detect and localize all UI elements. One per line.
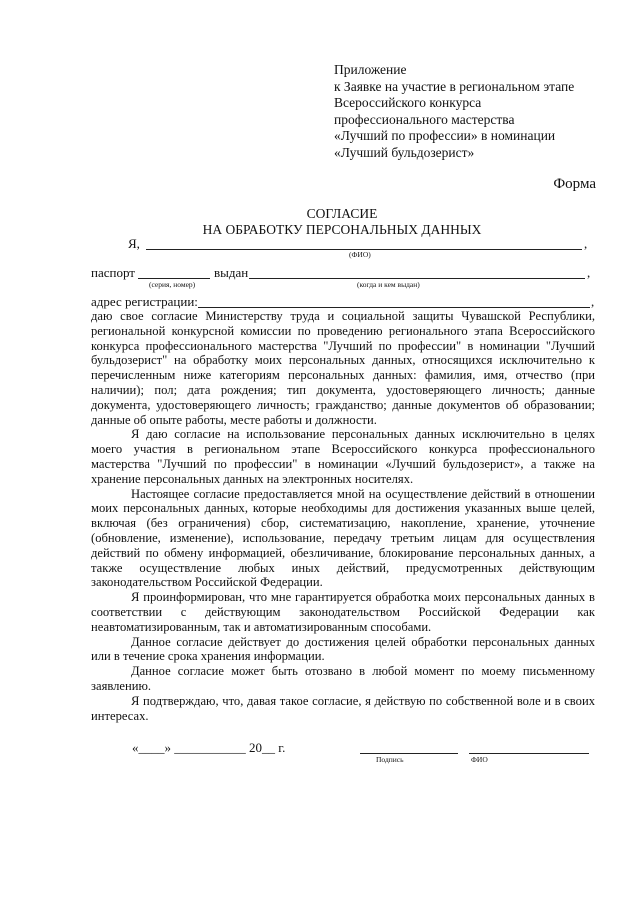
appendix-line: Приложение bbox=[334, 62, 407, 77]
form-label: Форма bbox=[553, 176, 596, 192]
signature-hint: Подпись bbox=[376, 755, 404, 764]
consent-paragraph: Я даю согласие на использование персональных данных исключительно в целях моего участия в региональном этапе Всероссийского конкурса профессионального мастерства "Лучший по профессии" в номинации «Лучший бульдозерист», а также на хранение персональных данных на электронных носителях. bbox=[91, 427, 595, 486]
date-field[interactable]: «____» ___________ 20__ г. bbox=[132, 740, 286, 755]
consent-paragraph: даю свое согласие Министерству труда и социальной защиты Чувашской Республики, региональной конкурсной комиссии по проведению регионального этапа Всероссийского конкурса профессионального мастерства "Лучший по профессии" в номинации "Лучший бульдозерист" на обработку моих персональных данных, относящихся исключительно к перечисленным ниже категориям персональных данных: фамилия, имя, отчество (при наличии); пол; дата рождения; тип документа, удостоверяющего личность; данные документа, удостоверяющего личность; гражданство; данные документов об образовании; данные об опыте работы, месте работы и должности. bbox=[91, 309, 595, 427]
consent-paragraph: Я проинформирован, что мне гарантируется обработка моих персональных данных в соответствии с действующим законодательством Российской Федерации как неавтоматизированным, так и автоматизированным способами. bbox=[91, 590, 595, 634]
consent-paragraph: Данное согласие действует до достижения целей обработки персональных данных или в течение срока хранения информации. bbox=[91, 634, 595, 664]
appendix-line: профессионального мастерства bbox=[334, 111, 515, 127]
appendix-line: «Лучший по профессии» в номинации bbox=[334, 128, 556, 144]
consent-paragraph: Я подтверждаю, что, давая такое согласие, я действую по собственной воле и в своих интересах. bbox=[91, 693, 595, 723]
name-comma: , bbox=[584, 236, 588, 251]
appendix-line: «Лучший бульдозерист» bbox=[334, 144, 475, 160]
passport-series-line[interactable] bbox=[138, 278, 210, 279]
fio-signature-hint: ФИО bbox=[471, 755, 488, 764]
consent-body bbox=[91, 309, 595, 723]
document-subtitle: НА ОБРАБОТКУ ПЕРСОНАЛЬНЫХ ДАННЫХ bbox=[202, 222, 482, 237]
series-hint: (серия, номер) bbox=[149, 280, 196, 289]
issued-label: выдан bbox=[214, 265, 249, 280]
passport-label: паспорт bbox=[91, 265, 135, 280]
appendix-block bbox=[334, 62, 574, 162]
address-comma: , bbox=[591, 294, 595, 309]
issued-hint: (когда и кем выдан) bbox=[357, 280, 420, 289]
issued-field-line[interactable] bbox=[249, 278, 585, 279]
issued-comma: , bbox=[587, 265, 591, 280]
fio-hint: (ФИО) bbox=[349, 250, 371, 259]
appendix-line: к Заявке на участие в региональном этапе bbox=[334, 78, 575, 94]
consent-paragraph: Настоящее согласие предоставляется мной на осуществление действий в отношении моих персональных данных, которые необходимы для достижения указанных выше целей, включая (без ограничения) сбор, систематизацию, накопление, хранение, уточнение (обновление, изменение), использование, передачу третьим лицам для осуществления действий по обмену информацией, обезличивание, блокирование персональных данных, а также осуществление любых иных действий, предусмотренных действующим законодательством Российской Федерации. bbox=[91, 486, 595, 590]
name-label: Я, bbox=[128, 236, 140, 251]
consent-paragraph: Данное согласие может быть отозвано в любой момент по моему письменному заявлению. bbox=[91, 664, 595, 693]
appendix-line: Всероссийского конкурса bbox=[334, 95, 482, 111]
signature-line[interactable] bbox=[360, 753, 458, 754]
address-field-line[interactable] bbox=[198, 307, 590, 308]
fio-signature-line[interactable] bbox=[469, 753, 589, 754]
address-label: адрес регистрации: bbox=[91, 294, 198, 309]
document-title: СОГЛАСИЕ bbox=[306, 206, 378, 221]
